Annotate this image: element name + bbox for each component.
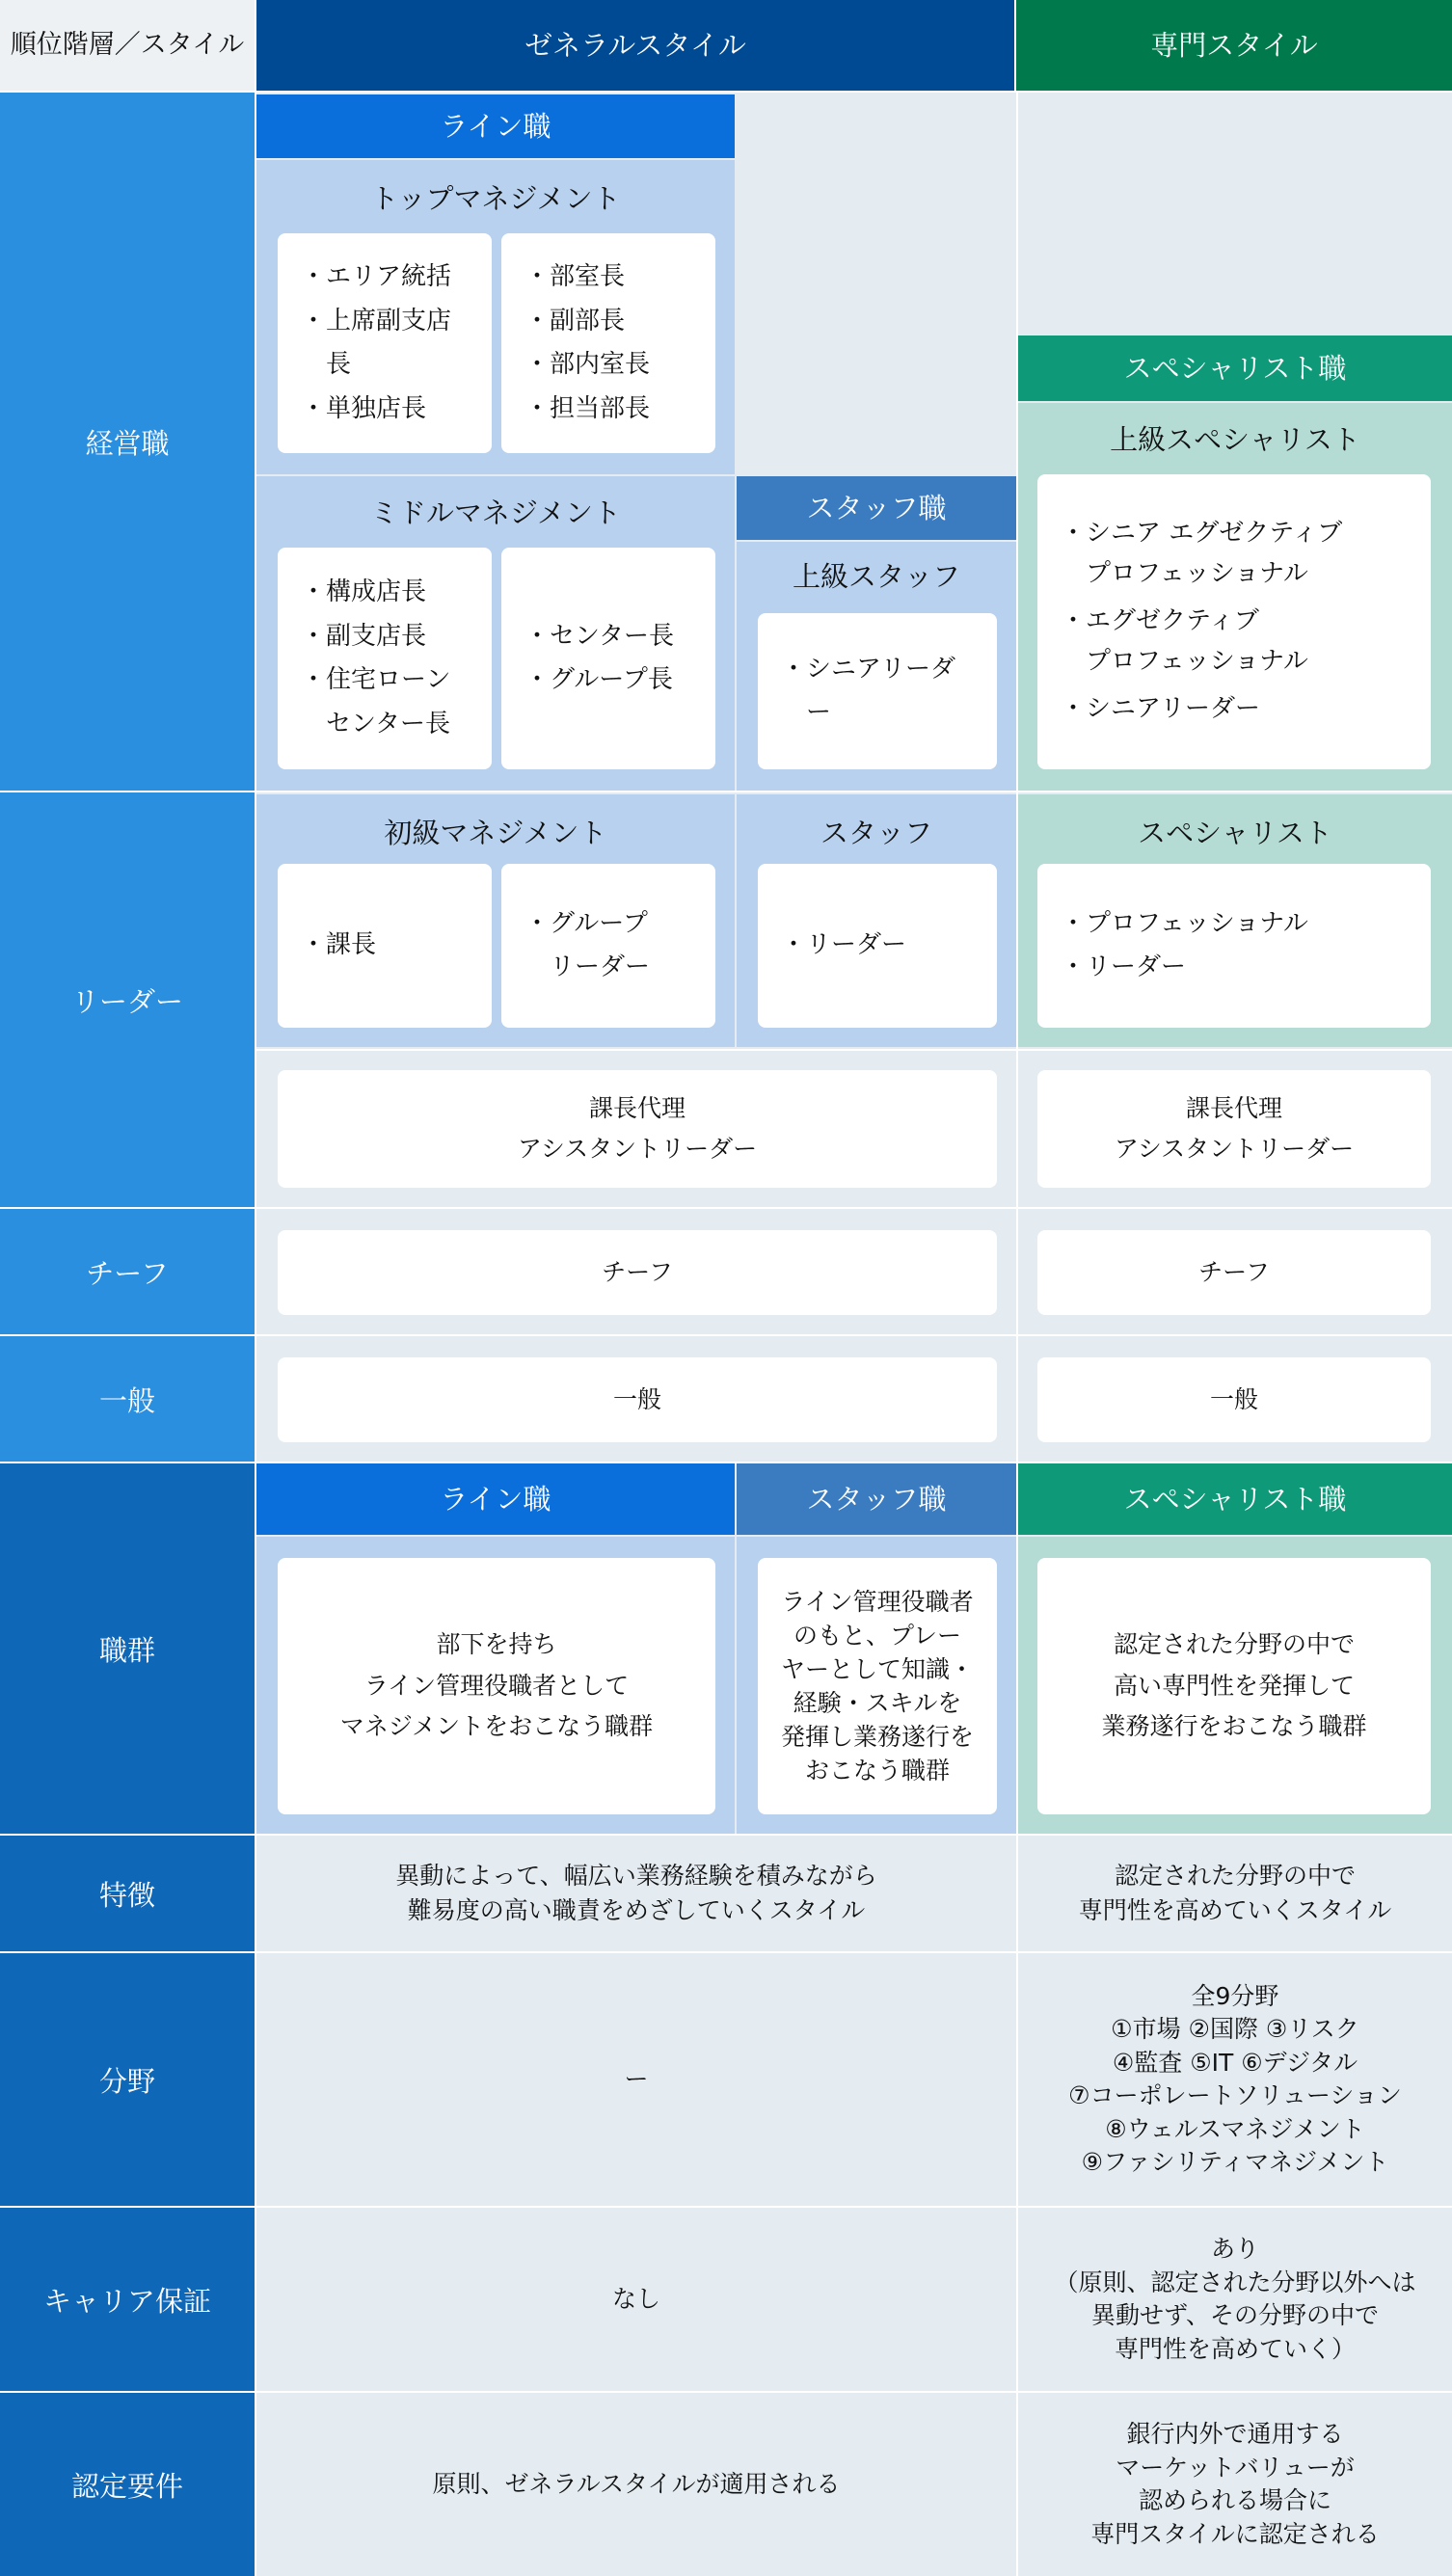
senior-staff-panel [737, 542, 1016, 791]
list-item: ・センター長 [524, 621, 674, 651]
row-divider [256, 1334, 1452, 1336]
job-group-specialist-title: スペシャリスト職 [1018, 1463, 1452, 1535]
staff-job-title: スタッフ職 [737, 476, 1016, 540]
row-label-field: 分野 [0, 1953, 255, 2206]
middle-management-title: ミドルマネジメント [369, 496, 622, 529]
job-group-line-panel [256, 1537, 735, 1834]
specialist-title: スペシャリスト [1138, 816, 1332, 849]
general-general-card: 一般 [278, 1357, 997, 1442]
senior-specialist-card [1037, 474, 1431, 769]
middle-management-panel [256, 476, 735, 791]
senior-staff-title: 上級スタッフ [792, 559, 960, 593]
list-item: ・シニアリーダー [1061, 694, 1260, 724]
row-label-job-group: 職群 [0, 1463, 255, 1834]
specialist-description-card: 認定された分野の中で 高い専門性を発揮して 業務遂行をおこなう職群 [1037, 1558, 1431, 1814]
junior-management-title: 初級マネジメント [384, 816, 607, 849]
list-item: ・担当部長 [524, 393, 651, 423]
staff-card [758, 864, 997, 1028]
list-item: ・単独店長 [301, 393, 427, 423]
list-item: ・上席副支店長 [301, 306, 452, 379]
job-group-staff-panel [737, 1537, 1016, 1834]
specialist-panel [1018, 794, 1452, 1047]
line-description-card: 部下を持ち ライン管理役職者として マネジメントをおこなう職群 [278, 1558, 715, 1814]
field-specialty-text: 全9分野 ①市場 ②国際 ③リスク ④監査 ⑤IT ⑥デジタル ⑦コーポレートソリューション ⑧ウェルスマネジメント ⑨ファシリティマネジメント [1068, 1981, 1402, 2176]
row-divider [256, 2391, 1452, 2393]
deputy-manager-general-card: 課長代理 アシスタントリーダー [278, 1070, 997, 1188]
column-divider [1016, 93, 1018, 2576]
career-specialty-text: あり （原則、認定された分野以外へは 異動せず、その分野の中で 専門性を高めていく） [1054, 2235, 1416, 2363]
chief-general-card: チーフ [278, 1230, 997, 1315]
staff-description-card: ライン管理役職者 のもと、プレー ヤーとして知識・ 経験・スキルを 発揮し業務遂行を おこなう職群 [758, 1558, 997, 1814]
row-divider [256, 1207, 1452, 1209]
row-divider [256, 1951, 1452, 1953]
job-group-specialist-panel [1018, 1537, 1452, 1834]
row-label-feature: 特徴 [0, 1836, 255, 1951]
row-divider [256, 1834, 1452, 1836]
header-specialty-style: 専門スタイル [1016, 0, 1452, 91]
list-item: ・シニア エグゼクティブ プロフェッショナル [1061, 519, 1343, 588]
list-item: ・エグゼクティブ プロフェッショナル [1061, 606, 1308, 676]
top-management-left-card [278, 233, 492, 453]
list-item: ・住宅ローン センター長 [301, 665, 451, 738]
list-item: ・副支店長 [301, 621, 427, 651]
line-job-title: ライン職 [256, 94, 735, 158]
staff-title: スタッフ [820, 816, 932, 849]
middle-management-right-card [501, 548, 715, 769]
career-general-text: なし [611, 2284, 660, 2313]
list-item: ・副部長 [524, 306, 626, 335]
middle-management-left-card [278, 548, 492, 769]
general-specialty-card: 一般 [1037, 1357, 1431, 1442]
top-management-panel [256, 160, 735, 474]
certification-specialty-text: 銀行内外で通用する マーケットバリューが 認められる場合に 専門スタイルに認定される [1090, 2420, 1380, 2548]
chief-specialty-card: チーフ [1037, 1230, 1431, 1315]
list-item: ・エリア統括 [301, 262, 452, 291]
top-management-right-card [501, 233, 715, 453]
senior-specialist-panel [1018, 403, 1452, 791]
list-item: ・グループ リーダー [524, 908, 651, 981]
feature-general-text: 異動によって、幅広い業務経験を積みながら 難易度の高い職責をめざしていくスタイル [395, 1861, 877, 1924]
job-group-staff-title: スタッフ職 [737, 1463, 1016, 1535]
row-label-certification: 認定要件 [0, 2393, 255, 2576]
list-item: ・プロフェッショナル [1061, 908, 1308, 938]
list-item: ・シニアリーダー [781, 654, 955, 727]
list-item: ・リーダー [1061, 953, 1187, 981]
row-divider [256, 1462, 1452, 1463]
row-label-executive: 経営職 [0, 93, 255, 791]
top-management-title: トップマネジメント [370, 181, 621, 215]
deputy-manager-specialty-card: 課長代理 アシスタントリーダー [1037, 1070, 1431, 1188]
specialist-job-title: スペシャリスト職 [1018, 335, 1452, 401]
header-general-style: ゼネラルスタイル [256, 0, 1014, 91]
list-item: ・部内室長 [524, 350, 651, 379]
junior-management-right-card [501, 864, 715, 1028]
field-general-text: ー [624, 2064, 649, 2093]
senior-specialist-title: 上級スペシャリスト [1110, 422, 1360, 456]
list-item: ・リーダー [781, 930, 907, 960]
certification-general-text: 原則、ゼネラルスタイルが適用される [432, 2469, 841, 2498]
list-item: ・グループ長 [524, 665, 673, 694]
junior-management-panel [256, 794, 735, 1047]
row-label-general: 一般 [0, 1336, 255, 1462]
row-label-chief: チーフ [0, 1209, 255, 1334]
senior-staff-card [758, 613, 997, 769]
row-divider [256, 2206, 1452, 2208]
list-item: ・課長 [301, 930, 377, 960]
header-corner: 順位階層／スタイル [0, 0, 255, 91]
list-item: ・構成店長 [301, 577, 427, 606]
list-item: ・部室長 [524, 262, 626, 291]
staff-panel [737, 794, 1016, 1047]
row-label-leader: リーダー [0, 792, 255, 1207]
row-label-career: キャリア保証 [0, 2208, 255, 2391]
job-group-line-title: ライン職 [256, 1463, 735, 1535]
row-divider [256, 791, 1452, 792]
specialist-card [1037, 864, 1431, 1028]
feature-specialty-text: 認定された分野の中で 専門性を高めていくスタイル [1078, 1861, 1392, 1924]
row-divider [256, 1049, 1452, 1051]
junior-management-left-card [278, 864, 492, 1028]
